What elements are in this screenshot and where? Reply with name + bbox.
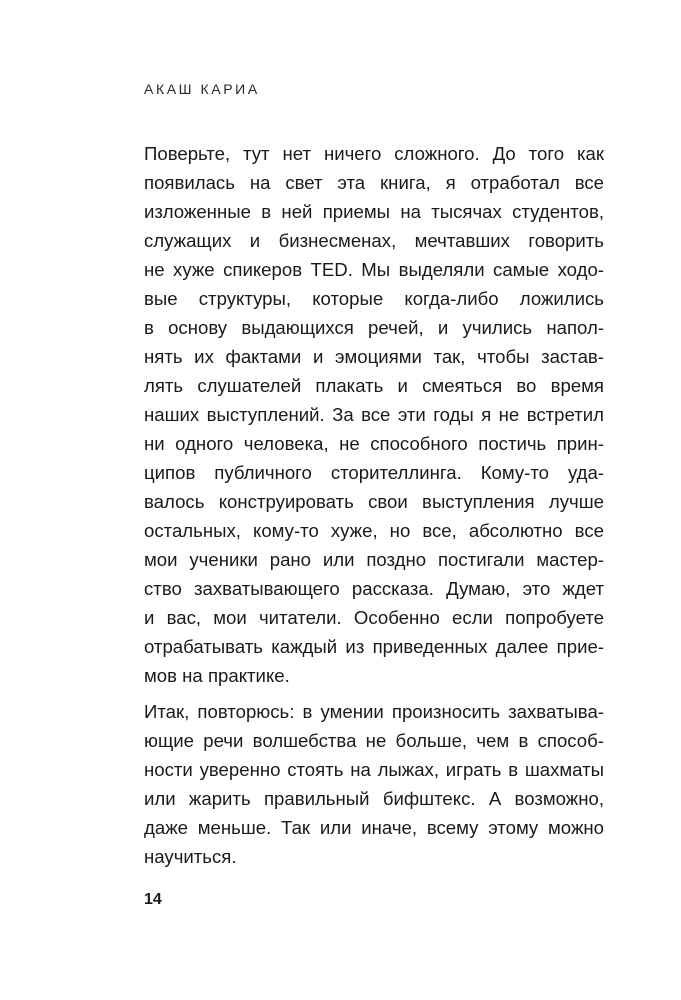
text-line: ни одного человека, не способного постичь прин- [144, 433, 604, 454]
text-line: в основу выдающихся речей, и учились напол- [144, 317, 604, 338]
text-line: даже меньше. Так или иначе, всему этому можно [144, 817, 604, 838]
paragraph-1 [144, 139, 604, 690]
text-line: научиться. [144, 846, 237, 867]
text-line: ности уверенно стоять на лыжах, играть в шахматы [144, 759, 604, 780]
text-line: отрабатывать каждый из приведенных далее прие- [144, 636, 604, 657]
text-line: остальных, кому-то хуже, но все, абсолютно все [144, 520, 604, 541]
text-line: ющие речи волшебства не больше, чем в способ- [144, 730, 604, 751]
text-line: не хуже спикеров TED. Мы выделяли самые ходо- [144, 259, 604, 280]
text-line: появилась на свет эта книга, я отработал все [144, 172, 604, 193]
paragraph-2 [144, 697, 604, 871]
text-line: изложенные в ней приемы на тысячах студентов, [144, 201, 604, 222]
text-line: Поверьте, тут нет ничего сложного. До того как [144, 143, 604, 164]
text-line: мов на практике. [144, 665, 290, 686]
text-line: лять слушателей плакать и смеяться во время [144, 375, 604, 396]
text-line: и вас, мои читатели. Особенно если попробуете [144, 607, 604, 628]
text-line: Итак, повторюсь: в умении произносить захватыва- [144, 701, 604, 722]
text-line: валось конструировать свои выступления лучше [144, 491, 604, 512]
running-header-author: АКАШ КАРИА [144, 81, 260, 97]
text-line: мои ученики рано или поздно постигали мастер- [144, 549, 604, 570]
text-line: или жарить правильный бифштекс. А возможно, [144, 788, 604, 809]
text-line: служащих и бизнесменах, мечтавших говорить [144, 230, 604, 251]
text-line: ство захватывающего рассказа. Думаю, это ждет [144, 578, 604, 599]
text-line: ципов публичного сторителлинга. Кому-то уда- [144, 462, 604, 483]
page-number: 14 [144, 891, 162, 908]
text-line: наших выступлений. За все эти годы я не встретил [144, 404, 604, 425]
text-line: вые структуры, которые когда-либо ложились [144, 288, 604, 309]
text-line: нять их фактами и эмоциями так, чтобы застав- [144, 346, 604, 367]
